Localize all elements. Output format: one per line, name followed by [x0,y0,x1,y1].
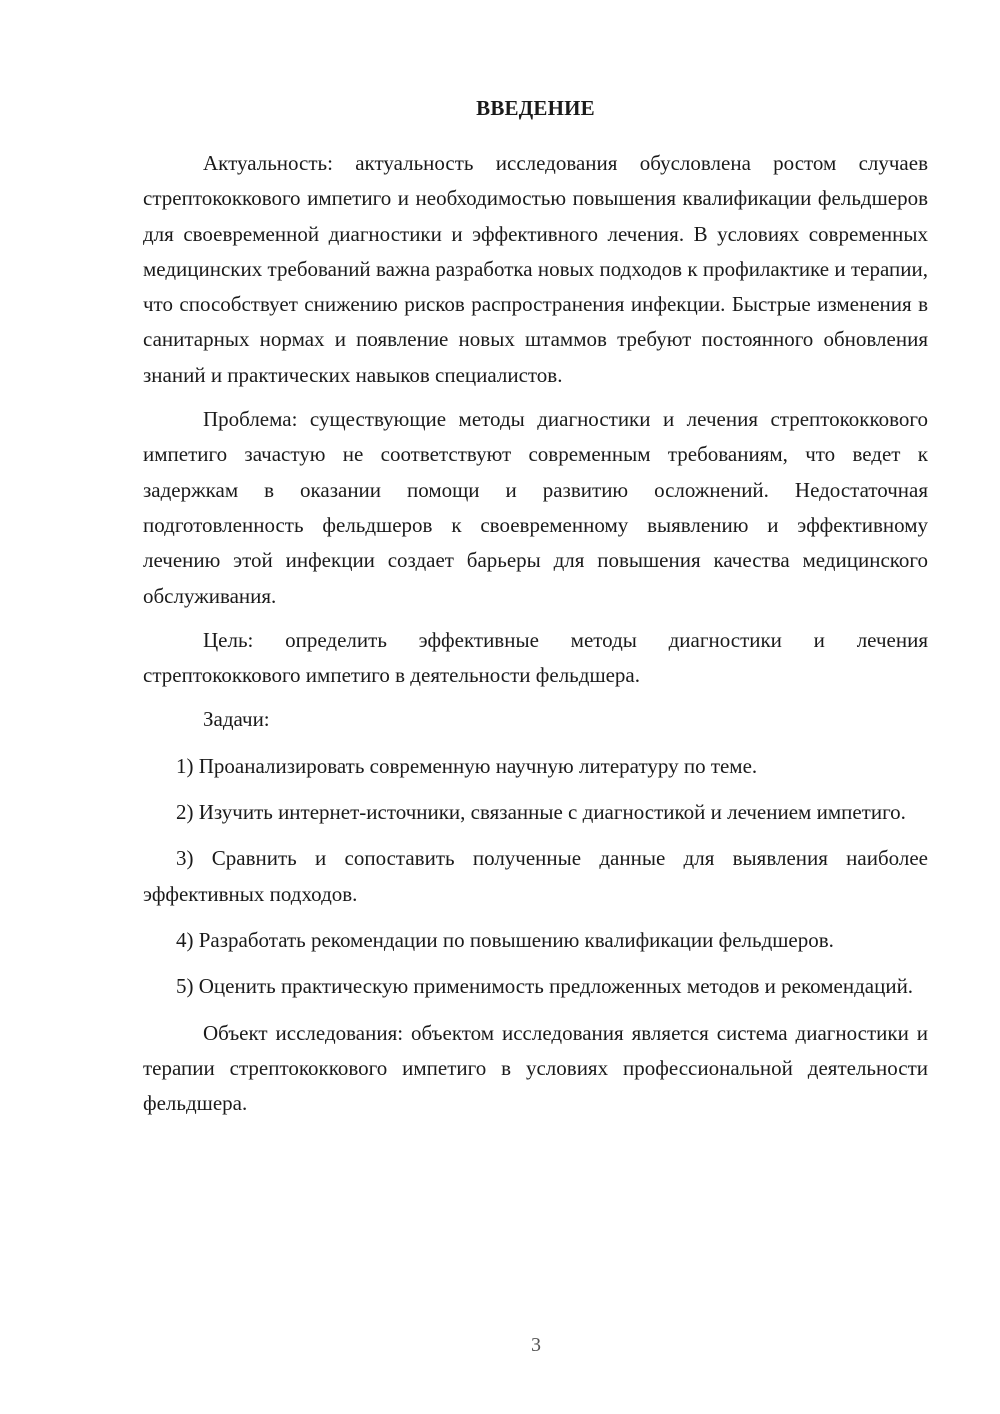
paragraph-goal: Цель: определить эффективные методы диагностики и лечения стрептококкового импетиго в деятельности фельдшера. [143,627,928,688]
tasks-label: Задачи: [203,707,270,732]
paragraph-problem: Проблема: существующие методы диагностики и лечения стрептококкового импетиго зачастую не соответствуют современным требованиям, что ведет к задержкам в оказании помощи и развитию осложнений. Недостаточная подготовленность фельдшеров к своевременному выявлению и эффективному лечению этой инфекции создает барьеры для повышения качества медицинского обслуживания. [143,407,928,608]
task-item-5: 5) Оценить практическую применимость предложенных методов и рекомендаций. [176,974,914,999]
task-item-1: 1) Проанализировать современную научную литературу по теме. [176,753,758,778]
paragraph-object: Объект исследования: объектом исследования является система диагностики и терапии стрептококкового импетиго в условиях профессиональной деятельности фельдшера. [143,1020,928,1116]
task-item-3: 3) Сравнить и сопоставить полученные данные для выявления наиболее эффективных подходов. [143,846,928,906]
task-item-2: 2) Изучить интернет-источники, связанные с диагностикой и лечением импетиго. [176,800,906,825]
task-item-4: 4) Разработать рекомендации по повышению квалификации фельдшеров. [176,927,834,952]
page-number: 3 [531,1334,541,1356]
document-page [143,92,928,1121]
paragraph-relevance: Актуальность: актуальность исследования обусловлена ростом случаев стрептококкового импетиго и необходимостью повышения квалификации фельдшеров для своевременной диагностики и эффективного лечения. В условиях современных медицинских требований важна разработка новых подходов к профилактике и терапии, что способствует снижению рисков распространения инфекции. Быстрые изменения в санитарных нормах и появление новых штаммов требуют постоянного обновления знаний и практических навыков специалистов. [143,151,928,387]
section-heading: ВВЕДЕНИЕ [476,96,595,120]
